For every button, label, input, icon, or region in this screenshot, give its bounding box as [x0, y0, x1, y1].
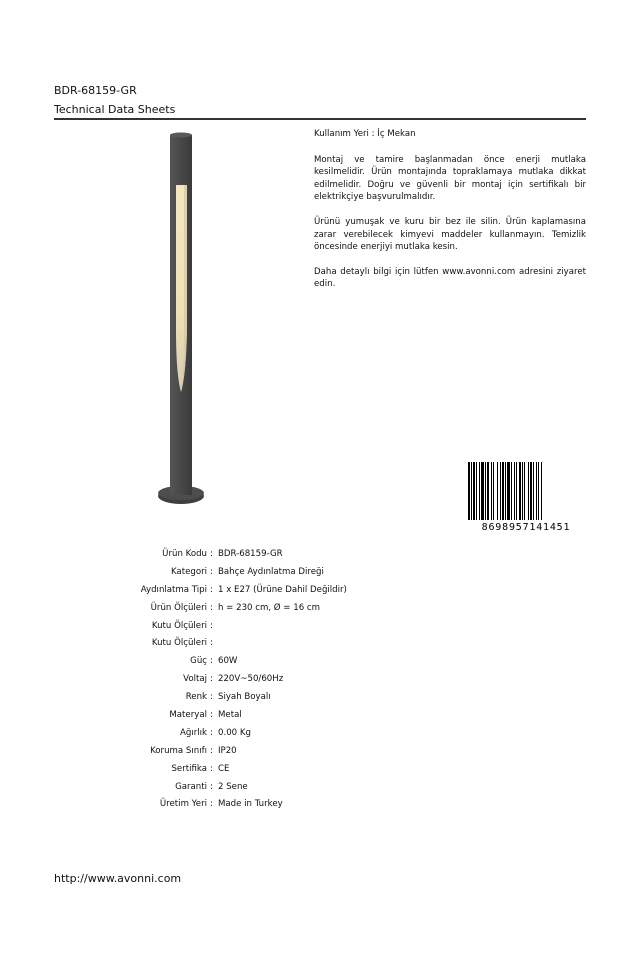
barcode-bar	[491, 462, 492, 520]
installation-warning-text: Montaj ve tamire başlanmadan önce enerji mutlaka kesilmelidir. Ürün montajında topraklamaya mutlaka dikkat edilmelidir. Doğru ve güvenli bir montaj için sertifikalı bir elektrikçiye başvurulmalıdır.	[314, 154, 586, 203]
spec-label: Materyal	[169, 709, 207, 720]
spec-row	[40, 670, 347, 688]
barcode-bar	[538, 462, 539, 520]
spec-value: 2 Sene	[218, 781, 248, 792]
barcode-bar	[541, 462, 542, 520]
barcode-bar	[493, 462, 494, 520]
spec-label: Renk	[185, 692, 207, 703]
spec-value: Siyah Boyalı	[218, 692, 271, 703]
header-divider	[54, 118, 586, 120]
spec-row	[40, 688, 347, 706]
spec-row	[40, 724, 347, 742]
barcode-bar	[502, 462, 504, 520]
cleaning-instructions-text: Ürünü yumuşak ve kuru bir bez ile silin. Ürün kaplamasına zarar verebilecek kimyevi maddeler kullanmayın. Temizlik öncesinde enerjiyi mutlaka kesin.	[314, 216, 586, 253]
spec-separator: :	[210, 781, 213, 792]
barcode-bar	[511, 462, 512, 520]
barcode-bar	[487, 462, 489, 520]
barcode-bar	[519, 462, 521, 520]
spec-separator: :	[210, 692, 213, 703]
spec-row	[40, 563, 347, 581]
barcode-bar	[505, 462, 506, 520]
spec-label: Kutu Ölçüleri	[151, 620, 207, 631]
spec-label: Üretim Yeri	[159, 799, 207, 810]
spec-row	[40, 617, 347, 635]
barcode-bar	[536, 462, 537, 520]
spec-separator: :	[210, 638, 213, 649]
spec-label: Ürün Kodu	[162, 548, 207, 559]
spec-label: Voltaj	[183, 674, 207, 685]
spec-separator: :	[210, 566, 213, 577]
spec-value: 60W	[218, 656, 238, 667]
spec-value: BDR-68159-GR	[218, 548, 283, 559]
barcode-bar	[533, 462, 534, 520]
spec-table	[40, 545, 347, 813]
barcode-bar	[497, 462, 498, 520]
spec-separator: :	[210, 602, 213, 613]
info-panel	[314, 128, 586, 303]
barcode-bar	[530, 462, 532, 520]
spec-separator: :	[210, 763, 213, 774]
spec-label: Kategori	[170, 566, 207, 577]
spec-separator: :	[210, 709, 213, 720]
spec-row	[40, 742, 347, 760]
spec-row	[40, 599, 347, 617]
product-barcode	[467, 462, 585, 532]
spec-value: 1 x E27 (Ürüne Dahil Değildir)	[218, 584, 347, 595]
spec-separator: :	[210, 584, 213, 595]
barcode-bar	[485, 462, 486, 520]
spec-label: Aydınlatma Tipi	[140, 584, 207, 595]
usage-location-text: Kullanım Yeri : İç Mekan	[314, 129, 416, 139]
spec-label: Garanti	[175, 781, 207, 792]
spec-value: Made in Turkey	[218, 799, 283, 810]
spec-separator: :	[210, 656, 213, 667]
spec-separator: :	[210, 799, 213, 810]
spec-row	[40, 778, 347, 796]
barcode-bar	[522, 462, 523, 520]
website-info-text: Daha detaylı bilgi için lütfen www.avonni.com adresini ziyaret edin.	[314, 266, 586, 290]
product-image-bollard	[150, 130, 220, 510]
spec-value: Bahçe Aydınlatma Direği	[218, 566, 324, 577]
spec-value: CE	[218, 763, 230, 774]
spec-label: Sertifika	[171, 763, 207, 774]
spec-separator: :	[210, 727, 213, 738]
spec-value: h = 230 cm, Ø = 16 cm	[218, 602, 320, 613]
barcode-bar	[468, 462, 470, 520]
barcode-bar	[528, 462, 529, 520]
spec-row	[40, 545, 347, 563]
spec-row	[40, 581, 347, 599]
barcode-bar	[507, 462, 510, 520]
spec-value: 220V~50/60Hz	[218, 674, 284, 685]
barcode-bar	[514, 462, 515, 520]
spec-value: 0.00 Kg	[218, 727, 251, 738]
barcode-bar	[471, 462, 472, 520]
barcode-bar	[476, 462, 477, 520]
spec-label: Güç	[190, 656, 207, 667]
spec-separator: :	[210, 620, 213, 631]
footer-website-link[interactable]: http://www.avonni.com	[54, 872, 182, 885]
spec-row	[40, 634, 347, 652]
spec-row	[40, 652, 347, 670]
spec-separator: :	[210, 745, 213, 756]
barcode-digits: 8698957141451	[481, 522, 571, 532]
barcode-bar	[473, 462, 475, 520]
spec-row	[40, 760, 347, 778]
spec-label: Ürün Ölçüleri	[150, 602, 207, 613]
spec-row	[40, 795, 347, 813]
spec-label: Koruma Sınıfı	[150, 745, 207, 756]
product-code-heading: BDR-68159-GR	[54, 84, 137, 97]
spec-separator: :	[210, 674, 213, 685]
barcode-bar	[516, 462, 517, 520]
barcode-bar	[500, 462, 501, 520]
spec-value: Metal	[218, 709, 242, 720]
spec-row	[40, 706, 347, 724]
spec-separator: :	[210, 548, 213, 559]
spec-value: IP20	[218, 745, 237, 756]
document-subtitle: Technical Data Sheets	[54, 103, 176, 116]
barcode-bar	[481, 462, 484, 520]
spec-label: Ağırlık	[179, 727, 207, 738]
barcode-bar	[479, 462, 480, 520]
barcode-bar	[524, 462, 525, 520]
spec-label: Kutu Ölçüleri	[151, 638, 207, 649]
